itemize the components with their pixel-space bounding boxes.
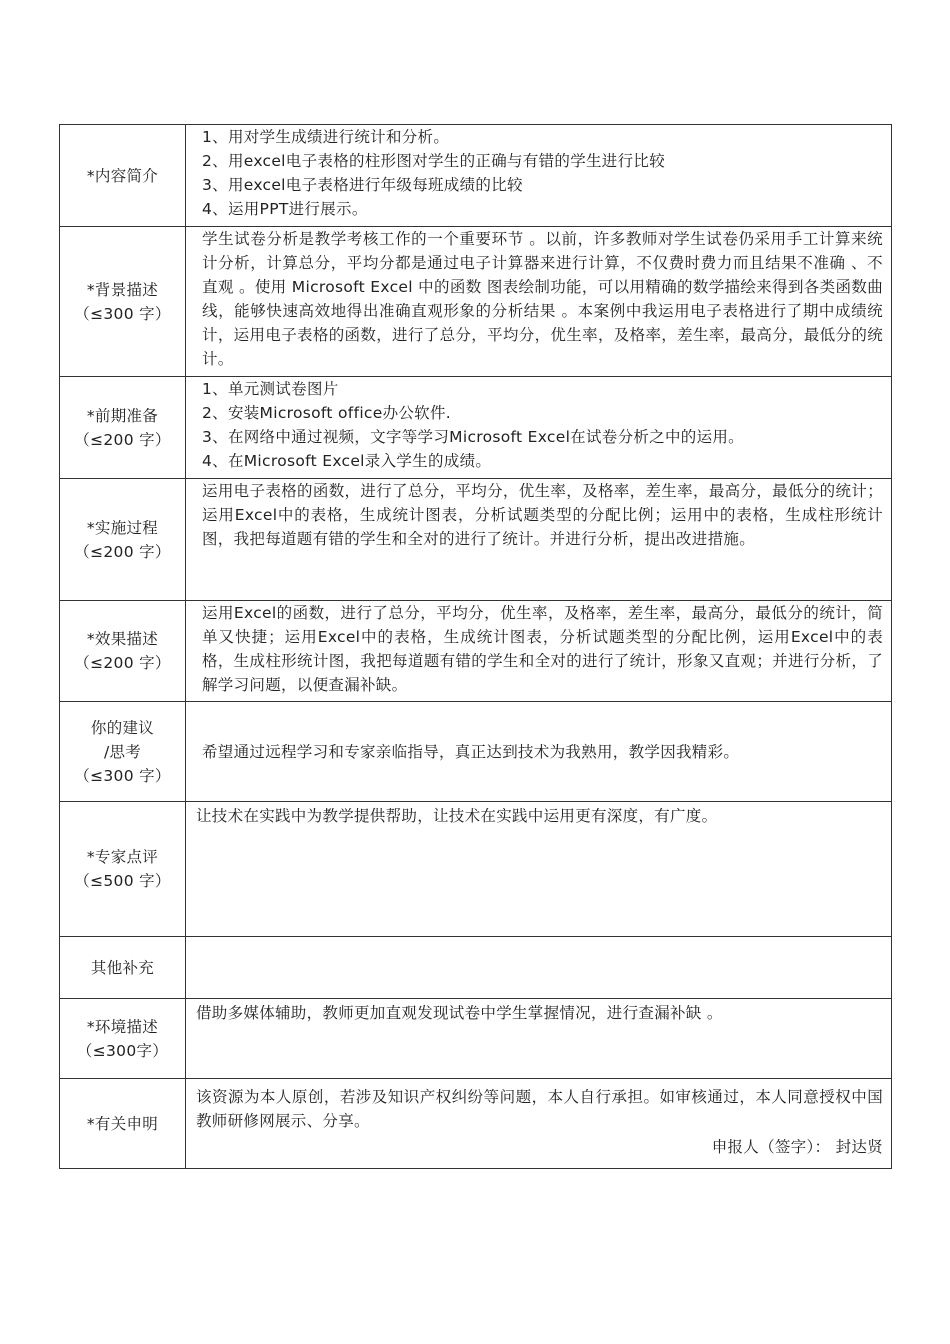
summary-line-3: 3、用excel电子表格进行年级每班成绩的比较 [202,176,523,194]
signature-name: 封达贤 [835,1138,883,1156]
row-implementation [60,479,892,601]
effect-text: 运用Excel的函数，进行了总分，平均分，优生率，及格率，差生率，最高分，最低分的统计，简单又快捷；运用Excel中的表格，生成统计图表，分析试题类型的分配比例，运用Excel中的表格，生成柱形统计图，我把每道题有错的学生和全对的进行了统计，形象又直观；并进行分析，了解学习问题，以便查漏补缺。 [202,604,883,694]
label-other-supplement [60,937,186,999]
row-content-summary [60,125,892,227]
content-effect [186,601,892,702]
label-background [60,227,186,377]
label-declaration [60,1079,186,1169]
implementation-text: 运用电子表格的函数，进行了总分，平均分，优生率，及格率，差生率，最高分，最低分的统计；运用Excel中的表格，生成统计图表，分析试题类型的分配比例；运用中的表格，生成柱形统计图，我把每道题有错的学生和全对的进行了统计。并进行分析，提出改进措施。 [202,482,883,548]
row-suggestion [60,702,892,802]
row-effect [60,601,892,702]
summary-line-2: 2、用excel电子表格的柱形图对学生的正确与有错的学生进行比较 [202,152,665,170]
environment-text: 借助多媒体辅助，教师更加直观发现试卷中学生掌握情况，进行查漏补缺 。 [196,1004,723,1022]
declaration-text: 该资源为本人原创，若涉及知识产权纠纷等问题，本人自行承担。如审核通过，本人同意授权中国教师研修网展示、分享。 [196,1088,883,1130]
label-environment [60,999,186,1079]
row-background [60,227,892,377]
label-text: 你的建议 [90,718,155,737]
label-text: *背景描述 [86,280,159,299]
summary-line-1: 1、用对学生成绩进行统计和分析。 [202,128,450,146]
row-environment [60,999,892,1079]
label-expert-review [60,802,186,937]
summary-line-4: 4、运用PPT进行展示。 [202,200,368,218]
label-text: 其他补充 [90,958,155,977]
label-text: *效果描述 [86,630,159,648]
label-preparation [60,377,186,479]
row-preparation [60,377,892,479]
content-summary [186,125,892,227]
content-background [186,227,892,377]
preparation-line-1: 1、单元测试卷图片 [202,380,339,398]
content-preparation [186,377,892,479]
label-effect [60,601,186,702]
label-suggestion [60,702,186,802]
row-expert-review [60,802,892,937]
label-text: *专家点评 [86,848,159,866]
content-implementation [186,479,892,601]
label-limit: （≤200 字） [74,654,171,672]
content-environment [186,999,892,1079]
row-other-supplement [60,937,892,999]
label-text: *有关申明 [86,1114,159,1133]
signature-label: 申报人（签字）： [711,1138,831,1156]
preparation-line-4: 4、在Microsoft Excel录入学生的成绩。 [202,452,492,470]
label-text: *内容简介 [86,166,159,185]
content-expert-review [186,802,892,937]
label-limit: （≤300 字） [74,766,171,785]
suggestion-text: 希望通过远程学习和专家亲临指导，真正达到技术为我熟用，教学因我精彩。 [202,742,740,761]
resource-form-table [59,124,892,1169]
content-declaration [186,1079,892,1169]
content-other-supplement [186,937,892,999]
expert-review-text: 让技术在实践中为教学提供帮助，让技术在实践中运用更有深度，有广度。 [196,807,718,825]
label-limit: （≤300字） [76,1041,169,1060]
label-content-summary [60,125,186,227]
label-limit: （≤200 字） [74,542,171,561]
content-suggestion [186,702,892,802]
row-declaration [60,1079,892,1169]
preparation-line-3: 3、在网络中通过视频，文字等学习Microsoft Excel在试卷分析之中的运用。 [202,428,744,446]
preparation-line-2: 2、安装Microsoft office办公软件. [202,404,452,422]
label-text: *前期准备 [86,406,159,425]
label-limit: （≤300 字） [74,304,171,323]
background-text: 学生试卷分析是教学考核工作的一个重要环节 。以前，许多教师对学生试卷仍采用手工计算来统计分析，计算总分，平均分都是通过电子计算器来进行计算，不仅费时费力而且结果不准确 、不直观 。使用 Microsoft Excel 中的函数 图表绘制功能，可以用精确的数学描绘来得到各类函数曲线，能够快速高效地得出准确直观形象的分析结果 。本案例中我运用电子表格进行了期中成绩统计，运用电子表格的函数，进行了总分，平均分，优生率，及格率，差生率，最高分，最低分的统计。 [202,230,883,368]
label-limit: （≤500 字） [74,872,171,890]
label-implementation [60,479,186,601]
label-text: *实施过程 [86,518,159,537]
label-text-2: /思考 [103,742,142,761]
label-limit: （≤200 字） [74,430,171,449]
applicant-signature [196,1135,883,1159]
label-text: *环境描述 [86,1017,159,1036]
